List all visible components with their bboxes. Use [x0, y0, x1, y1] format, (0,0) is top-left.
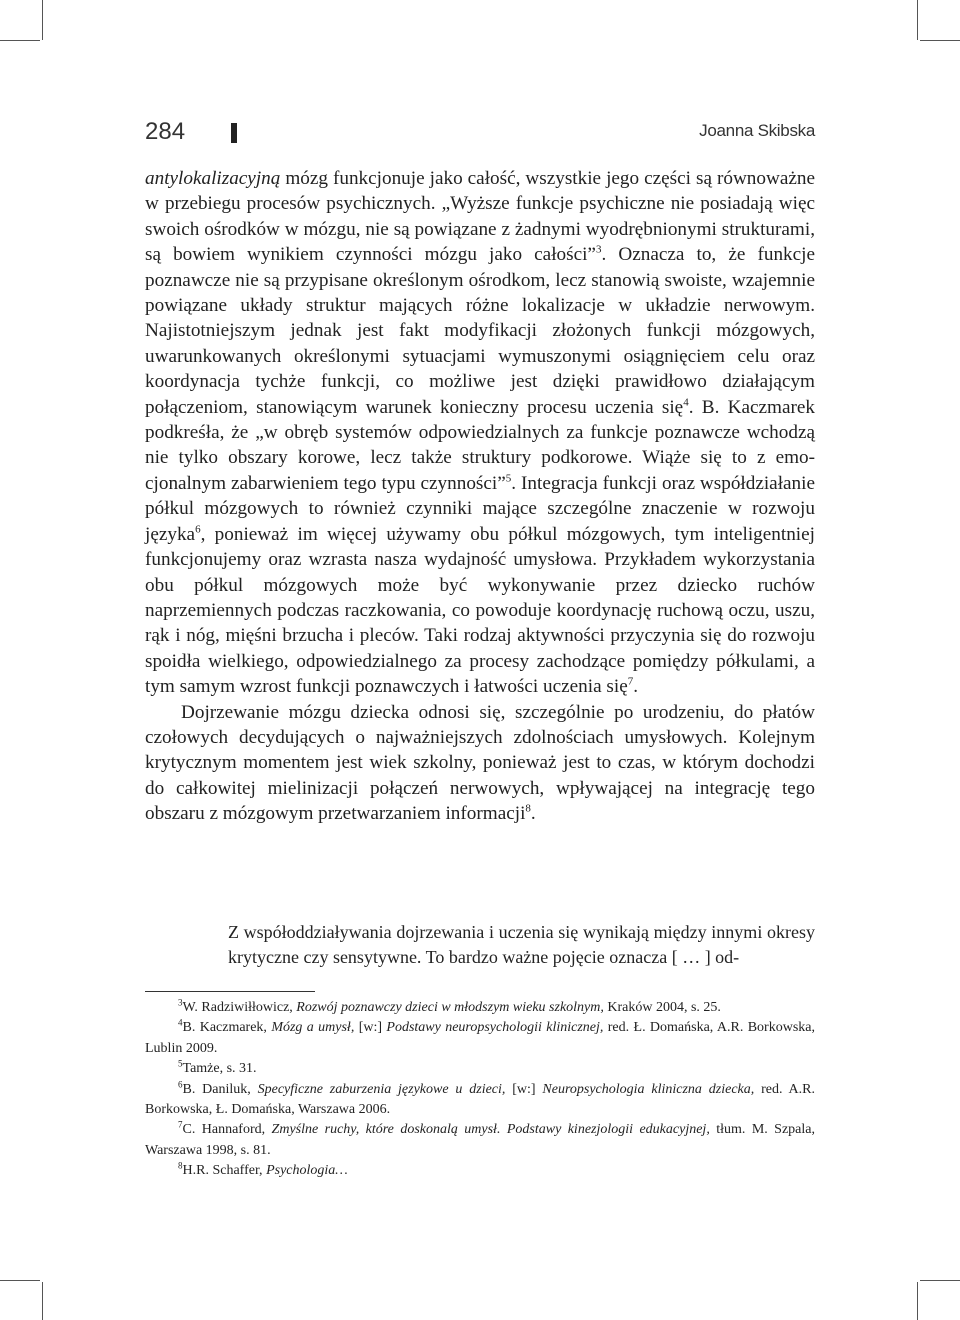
- footnote-text: [w:]: [354, 1020, 387, 1036]
- body-text: [145, 166, 815, 827]
- page-number: 284: [145, 118, 186, 145]
- footnote-4: [145, 1018, 815, 1059]
- footnote-title: Rozwój poznawczy dzieci w młodszym wieku szkolnym,: [296, 1000, 604, 1015]
- running-header: [145, 118, 815, 152]
- crop-mark-top-left: [42, 0, 43, 40]
- footnote-book-title: Neuropsychologia kliniczna dziecka,: [542, 1081, 755, 1097]
- italic-term: antylokalizacyjną: [145, 168, 281, 189]
- crop-mark-bottom-right-h: [920, 1280, 960, 1281]
- footnote-ref-8[interactable]: 8: [525, 802, 531, 815]
- footnote-text: H.R. Schaffer,: [182, 1163, 267, 1179]
- text-run: , ponieważ im więcej używamy obu półkul mózgowych, tym inteligentniej funkcjonujemy oraz wzrasta nasza wydajność umysłowa. Przykładem wykorzystania obu półkul mózgowych może być wykonywanie przez dziecko ruchów naprzemiennych podczas raczkowania, co powoduje koordynację ruchową oczu, uszu, rąk i nóg, mięśni brzucha i pleców. Taki rodzaj aktywności przyczynia się do rozwoju spoidła wielkiego, odpowiedzialnego za procesy zachodzące pomiędzy półkulami, a tym samym wzrost funkcji poznawczych i łatwości uczenia się: [145, 523, 815, 698]
- footnote-number: 7: [178, 1119, 183, 1130]
- crop-mark-top-right-h: [920, 40, 960, 41]
- footnote-text: C. Hannaford,: [182, 1122, 272, 1138]
- paragraph-1: [145, 166, 815, 700]
- footnote-ref-7[interactable]: 7: [627, 675, 634, 688]
- footnote-number: 8: [178, 1160, 183, 1171]
- footnote-text: red. Ł. Domańska, A.R. Borkowska, Lublin 2009.: [145, 1020, 815, 1056]
- footnote-8: [145, 1161, 815, 1181]
- footnote-3: [145, 998, 815, 1018]
- crop-mark-bottom-left-h: [0, 1280, 40, 1281]
- footnote-6: [145, 1080, 815, 1121]
- footnote-rule: [145, 991, 315, 992]
- footnote-title: Specyficzne zaburzenia językowe u dzieci,: [257, 1081, 506, 1097]
- footnote-ref-3[interactable]: 3: [595, 243, 602, 256]
- footnote-text: red. A.R. Borkowska, Ł. Domańska, Warszawa 2006.: [145, 1081, 815, 1118]
- crop-mark-top-right: [917, 0, 918, 40]
- footnote-title: Psychologia…: [266, 1163, 348, 1179]
- paragraph-2: [145, 700, 815, 827]
- footnote-ref-4[interactable]: 4: [683, 396, 689, 409]
- footnote-text: B. Daniluk,: [182, 1081, 258, 1097]
- footnote-5: [145, 1059, 815, 1079]
- crop-mark-bottom-right: [917, 1282, 918, 1320]
- text-run: . Integracja funkcji oraz współdziałanie półkul mózgowych to również czynniki mające szczególne znaczenie w rozwoju języka: [145, 472, 815, 545]
- text-run: Dojrzewanie mózgu dziecka odnosi się, szczególnie po urodzeniu, do płatów czołowych decydujących o najważniejszych zdolnościach umysłowych. Kolejnym krytycznym momentem jest wiek szkolny, ponieważ jest to czas, w którym dochodzi do całkowitej mielinizacji połączeń nerwowych, wpływającej na integrację tego obszaru z mózgowym przetwarzaniem informacji: [145, 701, 815, 825]
- footnote-text: W. Radziwiłłowicz,: [182, 1000, 297, 1015]
- quote-paragraph: Z współoddziaływania dojrzewania i uczenia się wynikają między innymi okresy krytyczne czy sensytywne. To bardzo ważne pojęcie oznacza [ … ] od-: [228, 922, 815, 967]
- footnote-text: tłum. M. Szpala, Warszawa 1998, s. 81.: [145, 1122, 816, 1158]
- footnote-number: 6: [178, 1078, 183, 1089]
- footnote-text: Tamże, s. 31.: [182, 1061, 257, 1077]
- footnote-text: B. Kaczmarek,: [182, 1020, 272, 1036]
- text-run: .: [530, 803, 536, 825]
- footnote-book-title: Podstawy neuropsychologii klinicznej,: [386, 1020, 604, 1036]
- text-run: mózg funkcjonuje jako całość, wszystkie jego części są równoważne w przebiegu procesów psychicznych. „Wyższe funkcje psychiczne nie posiadają więc swoich ośrodków w mózgu, nie są powiązane z żadnymi wyodrębnionymi strukturami, są bowiem wynikiem czynności mózgu jako całości”: [145, 168, 815, 266]
- footnote-title: Zmyślne ruchy, które doskonalą umysł. Podstawy kinezjologii edukacyjnej,: [271, 1122, 710, 1138]
- header-bar-ornament: [231, 123, 237, 143]
- running-author: Joanna Skibska: [699, 121, 815, 140]
- footnote-7: [145, 1120, 815, 1161]
- footnote-text: [w:]: [505, 1081, 543, 1097]
- footnote-text: Kraków 2004, s. 25.: [603, 1000, 721, 1015]
- footnotes: [145, 998, 815, 1182]
- crop-mark-top-left-h: [0, 40, 40, 41]
- text-run: . Oznacza to, że funkcje poznawcze nie są przypisane określonym ośrodkom, lecz stanowią swoiste, wzajemnie powiązane układy struktur mających różne lokalizacje w układzie nerwowym. Najistotniejszym jednak jest fakt modyfikacji złożonych funkcji mózgowych, uwarunkowanych określonymi sytuacjami wymuszonymi osiągnięciem celu oraz koordynacja tychże funkcji, co możliwe jest dzięki prawidłowo działającym połączeniom, stanowiącym warunek konieczny procesu uczenia się: [145, 244, 815, 418]
- text-run: .: [633, 676, 639, 698]
- footnote-ref-6[interactable]: 6: [195, 523, 201, 536]
- footnote-ref-5[interactable]: 5: [505, 472, 512, 485]
- crop-mark-bottom-left: [42, 1282, 43, 1320]
- footnote-title: Mózg a umysł,: [271, 1020, 355, 1036]
- footnote-number: 3: [178, 997, 183, 1008]
- footnote-number: 5: [178, 1058, 183, 1069]
- text-run: . B. Kaczmarek podkreśła, że „w obręb systemów odpowiedzialnych za funkcje poznawcze wchodzą nie tylko obszary korowe, lecz także struktury podkorowe. Wiąże się to z emocjonalnym zabarwieniem tego typu czynności”: [145, 396, 815, 494]
- footnote-number: 4: [178, 1017, 183, 1028]
